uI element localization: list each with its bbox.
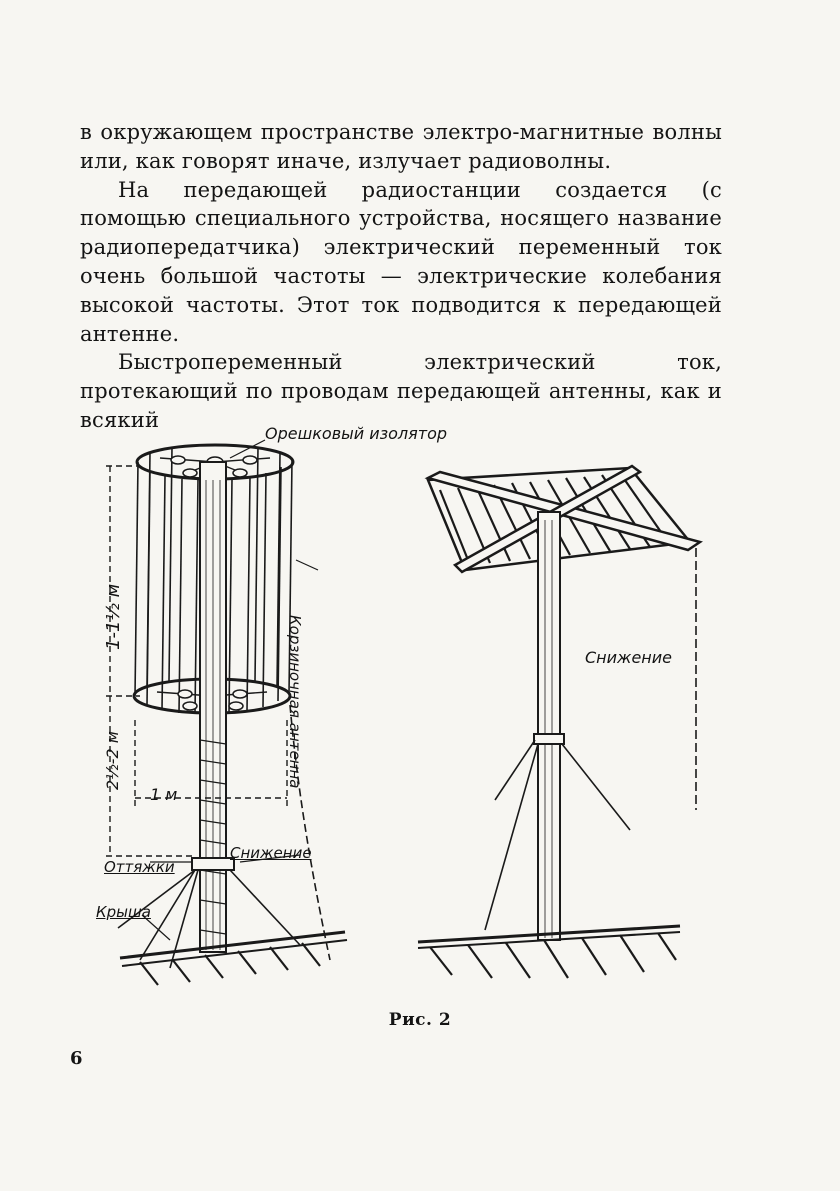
page-number: 6	[70, 1048, 83, 1069]
roof-label: Крыша	[96, 903, 151, 921]
cage-height-label: 1-1½ м	[103, 583, 124, 650]
antenna-illustration	[0, 400, 840, 1020]
mast-height-label: 2½-2 м	[103, 731, 122, 790]
insulator-label: Орешковый изолятор	[265, 424, 448, 443]
downlead-right-label: Снижение	[585, 648, 672, 667]
figure-caption: Рис. 2	[388, 1010, 452, 1030]
figure-2	[0, 400, 840, 1020]
guys-label: Оттяжки	[104, 858, 175, 876]
cage-antenna-label: Корзиночная антенна	[286, 615, 304, 789]
body-text	[80, 118, 722, 435]
paragraph-1: в окружающем пространстве электро-магнитные волны или, как говорят иначе, излучает радиоволны.	[80, 120, 722, 173]
paragraph-3: Быстропеременный электрический ток, протекающий по проводам передающей антенны, как и всякий	[80, 350, 722, 432]
downlead-left-label: Снижение	[230, 844, 312, 862]
width-label: 1 м	[150, 785, 178, 804]
paragraph-2: На передающей радиостанции создается (с помощью специального устройства, носящего название радиопередатчика) электрический переменный ток очень большой частоты — электрические колебания высокой частоты. Этот ток подводится к передающей антенне.	[80, 177, 722, 346]
star-antenna-drawing	[418, 466, 700, 978]
